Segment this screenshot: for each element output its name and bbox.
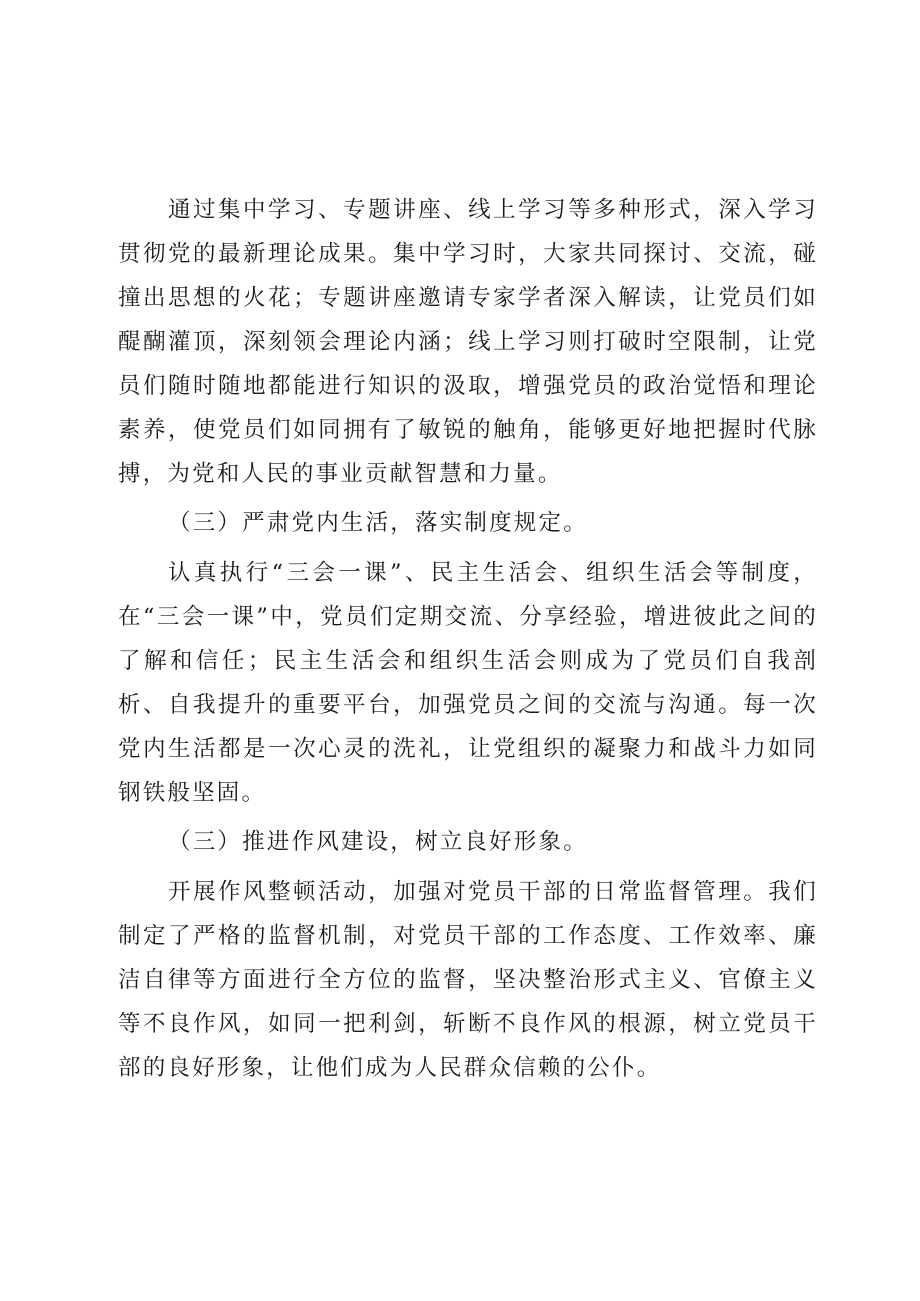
section-heading-work-style: （三）推进作风建设，树立良好形象。 <box>168 829 588 855</box>
paragraph-work-style: 开展作风整顿活动，加强对党员干部的日常监督管理。我们制定了严格的监督机制，对党员干部的工作态度、工作效率、廉洁自律等方面进行全方位的监督，坚决整治形式主义、官僚主义等不良作风，如同一把利剑，斩断不良作风的根源，树立党员干部的良好形象，让他们成为人民群众信赖的公仆。 <box>118 879 818 1081</box>
paragraph-party-life: 认真执行“三会一课”、民主生活会、组织生活会等制度，在“三会一课”中，党员们定期交流、分享经验，增进彼此之间的了解和信任；民主生活会和组织生活会则成为了党员们自我剖析、自我提升的重要平台，加强党员之间的交流与沟通。每一次党内生活都是一次心灵的洗礼，让党组织的凝聚力和战斗力如同钢铁般坚固。 <box>118 560 818 806</box>
paragraph-study-theory: 通过集中学习、专题讲座、线上学习等多种形式，深入学习贯彻党的最新理论成果。集中学习时，大家共同探讨、交流，碰撞出思想的火花；专题讲座邀请专家学者深入解读，让党员们如醍醐灌顶，深刻领会理论内涵；线上学习则打破时空限制，让党员们随时随地都能进行知识的汲取，增强党员的政治觉悟和理论素养，使党员们如同拥有了敏锐的触角，能够更好地把握时代脉搏，为党和人民的事业贡献智慧和力量。 <box>118 197 818 487</box>
section-heading-party-life: （三）严肃党内生活，落实制度规定。 <box>168 510 588 536</box>
document-body <box>118 188 818 1095</box>
